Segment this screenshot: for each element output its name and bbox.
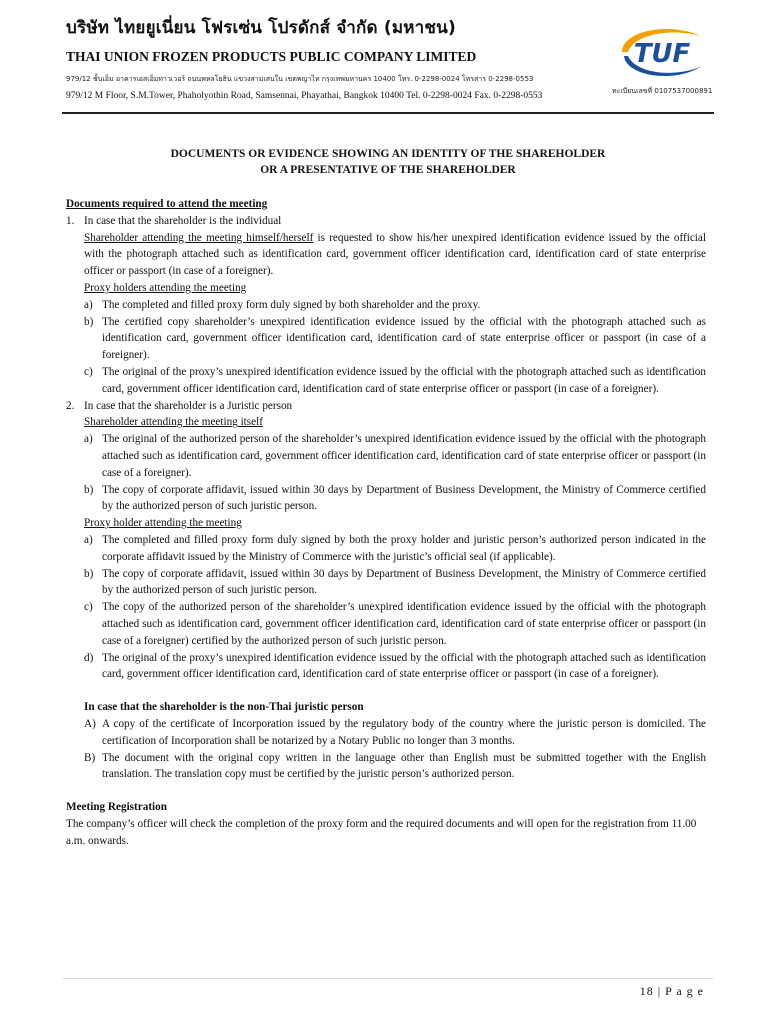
registration-number: ทะเบียนเลขที่ 0107537000891 — [612, 87, 713, 95]
list-item: B) The document with the original copy written in the language other than English must be submitted together with the English translation. The translation copy must be certified by the juristic person’s authorized person. — [84, 751, 706, 781]
document-body — [66, 196, 706, 849]
case-1-self-text: is requested to show his/her unexpired identification evidence issued by the official with the photograph attached such as identification card, government officer identification card, identification card of state enterprise officer or passport (in case of a foreigner). — [84, 231, 706, 278]
svg-text:TUF: TUF — [633, 39, 691, 69]
letterhead — [66, 14, 706, 101]
case-2-self-list — [66, 431, 706, 515]
document-title — [62, 146, 714, 178]
nonthai-heading: In case that the shareholder is the non-Thai juristic person — [84, 701, 364, 714]
list-item: A) A copy of the certificate of Incorporation issued by the regulatory body of the country where the juristic person is domiciled. The certification of Incorporation shall be notarized by a Notary Public no longer than 3 months. — [84, 717, 706, 747]
case-2-number: 2. — [66, 399, 75, 412]
list-item: a) The completed and filled proxy form duly signed by both the proxy holder and juristic person’s authorized person indicated in the corporate affidavit issued by the Ministry of Commerce with the juristic’s official seal (if applicable). — [84, 533, 706, 563]
header-divider — [62, 112, 714, 114]
list-item: b) The copy of corporate affidavit, issued within 30 days by Department of Business Development, the Ministry of Commerce certified by the authorized person of such juristic person. — [84, 483, 706, 513]
case-1-title: In case that the shareholder is the individual — [84, 214, 282, 227]
list-item: b) The copy of corporate affidavit, issued within 30 days by Department of Business Development, the Ministry of Commerce certified by the authorized person of such juristic person. — [84, 567, 706, 597]
case-1 — [66, 213, 706, 230]
nonthai-list — [66, 716, 706, 783]
list-item: c) The copy of the authorized person of the shareholder’s unexpired identification evidence issued by the official with the photograph attached such as identification card, government officer identification card, identification card of state enterprise officer or passport (in case of a foreigner) certified by the authorized person of such juristic person. — [84, 601, 706, 647]
registration-heading: Meeting Registration — [66, 801, 167, 814]
case-2-title: In case that the shareholder is a Juristic person — [84, 399, 293, 412]
title-line-2: OR A PRESENTATIVE OF THE SHAREHOLDER — [260, 164, 516, 176]
address-thai: 979/12 ชั้นเอ็ม อาคารเอสเอ็มทาวเวอร์ ถนนพหลโยธิน แขวงสามเสนใน เขตพญาไท กรุงเทพมหานคร 10400 โทร. 0-2298-0024 โทรสาร 0-2298-0553 — [66, 75, 534, 83]
tuf-logo — [612, 22, 712, 84]
registration-text: The company’s officer will check the completion of the proxy form and the required documents and will open for the registration from 11.00 a.m. onwards. — [66, 817, 697, 847]
list-item: b) The certified copy shareholder’s unexpired identification evidence issued by the official with the photograph attached such as identification card, government officer identification card, identification card of state enterprise officer or passport (in case of a foreigner). — [84, 315, 706, 362]
list-item: d) The original of the proxy’s unexpired identification evidence issued by the official with the photograph attached such as identification card, government officer identification card, identification card of state enterprise officer or passport (in case of a foreigner). — [84, 651, 706, 681]
case-2-proxy-heading: Proxy holder attending the meeting — [84, 517, 242, 530]
case-1-self-heading: Shareholder attending the meeting himself/herself — [84, 231, 314, 244]
address-english: 979/12 M Floor, S.M.Tower, Phaholyothin Road, Samsennai, Phayathai, Bangkok 10400 Tel. 0-2298-0024 Fax. 0-2298-0553 — [66, 91, 543, 101]
case-1-number: 1. — [66, 214, 75, 227]
page-number: 18 | P a g e — [639, 984, 704, 998]
list-item: c) The original of the proxy’s unexpired identification evidence issued by the official with the photograph attached such as identification card, government officer identification card, identification card of state enterprise officer or passport (in case of a foreigner). — [84, 365, 706, 395]
case-2-proxy-list — [66, 532, 706, 683]
company-name-english: THAI UNION FROZEN PRODUCTS PUBLIC COMPANY LIMITED — [66, 49, 477, 64]
case-1-proxy-heading: Proxy holders attending the meeting — [84, 281, 247, 294]
company-name-thai: บริษัท ไทยยูเนี่ยน โฟรเซ่น โปรดักส์ จำกัด (มหาชน) — [66, 18, 456, 38]
case-1-proxy-list — [66, 297, 706, 398]
case-2 — [66, 398, 706, 415]
list-item: a) The completed and filled proxy form duly signed by both shareholder and the proxy. — [84, 298, 481, 311]
list-item: a) The original of the authorized person of the shareholder’s unexpired identification evidence issued by the official with the photograph attached such as identification card, government officer identification card, identification card of state enterprise officer or passport (in case of a foreigner). — [84, 433, 706, 479]
case-2-self-heading: Shareholder attending the meeting itself — [84, 416, 263, 429]
footer-divider — [62, 978, 714, 979]
section-heading: Documents required to attend the meeting — [66, 198, 268, 210]
title-line-1: DOCUMENTS OR EVIDENCE SHOWING AN IDENTITY OF THE SHAREHOLDER — [170, 148, 606, 160]
case-1-self-attendance — [66, 230, 706, 280]
